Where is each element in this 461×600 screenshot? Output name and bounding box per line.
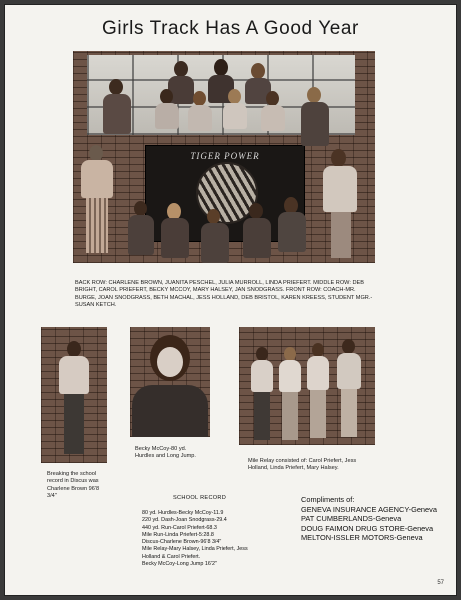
banner-text: TIGER POWER (190, 151, 260, 161)
team-photo (73, 51, 375, 263)
mile-relay-photo (239, 327, 375, 445)
record-item: 80 yd. Hurdles-Becky McCoy-11.9 (142, 510, 224, 516)
team-photo-caption: BACK ROW: CHARLENE BROWN, JUANITA PESCHEL, JULIA MURROLL, LINDA PRIEFERT. MIDDLE ROW: DEB BRIGHT, CAROL PRIEFERT, BECKY MCCOY, MARY HALSEY, JAN SNODGRASS. FRONT ROW: COACH-MR. BURGE, JOAN SNODGRASS, BETH MACHAL, JESS HOLLAND, DEB BRISTOL, KAREN KREESS, STUDENT MGR.-SUSAN KETCH. (75, 280, 373, 309)
tiger-face-image (196, 162, 258, 224)
discus-record-photo (41, 327, 107, 463)
becky-mccoy-photo (130, 327, 210, 437)
record-item: Mile Run-Linda Priefert-5:28.8 (142, 531, 214, 538)
becky-mccoy-caption: Becky McCoy-80 yd. Hurdles and Long Jump. (135, 446, 196, 460)
school-record-title: SCHOOL RECORD (173, 495, 227, 501)
mile-relay-caption: Mile Relay consisted of: Carol Priefert, Jess Holland, Linda Priefert, Mary Halsey. (248, 458, 357, 472)
sponsor: GENEVA INSURANCE AGENCY-Geneva (301, 504, 437, 514)
school-record-list (142, 510, 248, 568)
page-title: Girls Track Has A Good Year (102, 18, 359, 39)
record-item: 220 yd. Dash-Joan Snodgrass-29.4 (142, 517, 227, 524)
yearbook-page (4, 4, 457, 596)
record-item: Holland & Carol Priefert. (142, 553, 201, 560)
discus-record-caption: Breaking the school record in Discus was Charlene Brown 96'8 3/4" (47, 471, 100, 500)
record-item: Mile Relay-Mary Halsey, Linda Priefert, Jess (142, 546, 248, 553)
sponsor: DOUG FAIMON DRUG STORE-Geneva (301, 523, 434, 533)
record-item: Becky McCoy-Long Jump 16'2" (142, 561, 217, 568)
record-item: Discus-Charlene Brown-96'8 3/4" (142, 539, 222, 546)
sponsor: MELTON-ISSLER MOTORS-Geneva (301, 533, 423, 543)
sponsor: PAT CUMBERLANDS-Geneva (301, 514, 402, 524)
record-item: 440 yd. Run-Carol Priefert-68.3 (142, 524, 217, 531)
sponsor-ads (301, 495, 437, 543)
compliments-lead: Compliments of: (301, 495, 355, 504)
page-number: 57 (437, 580, 444, 586)
